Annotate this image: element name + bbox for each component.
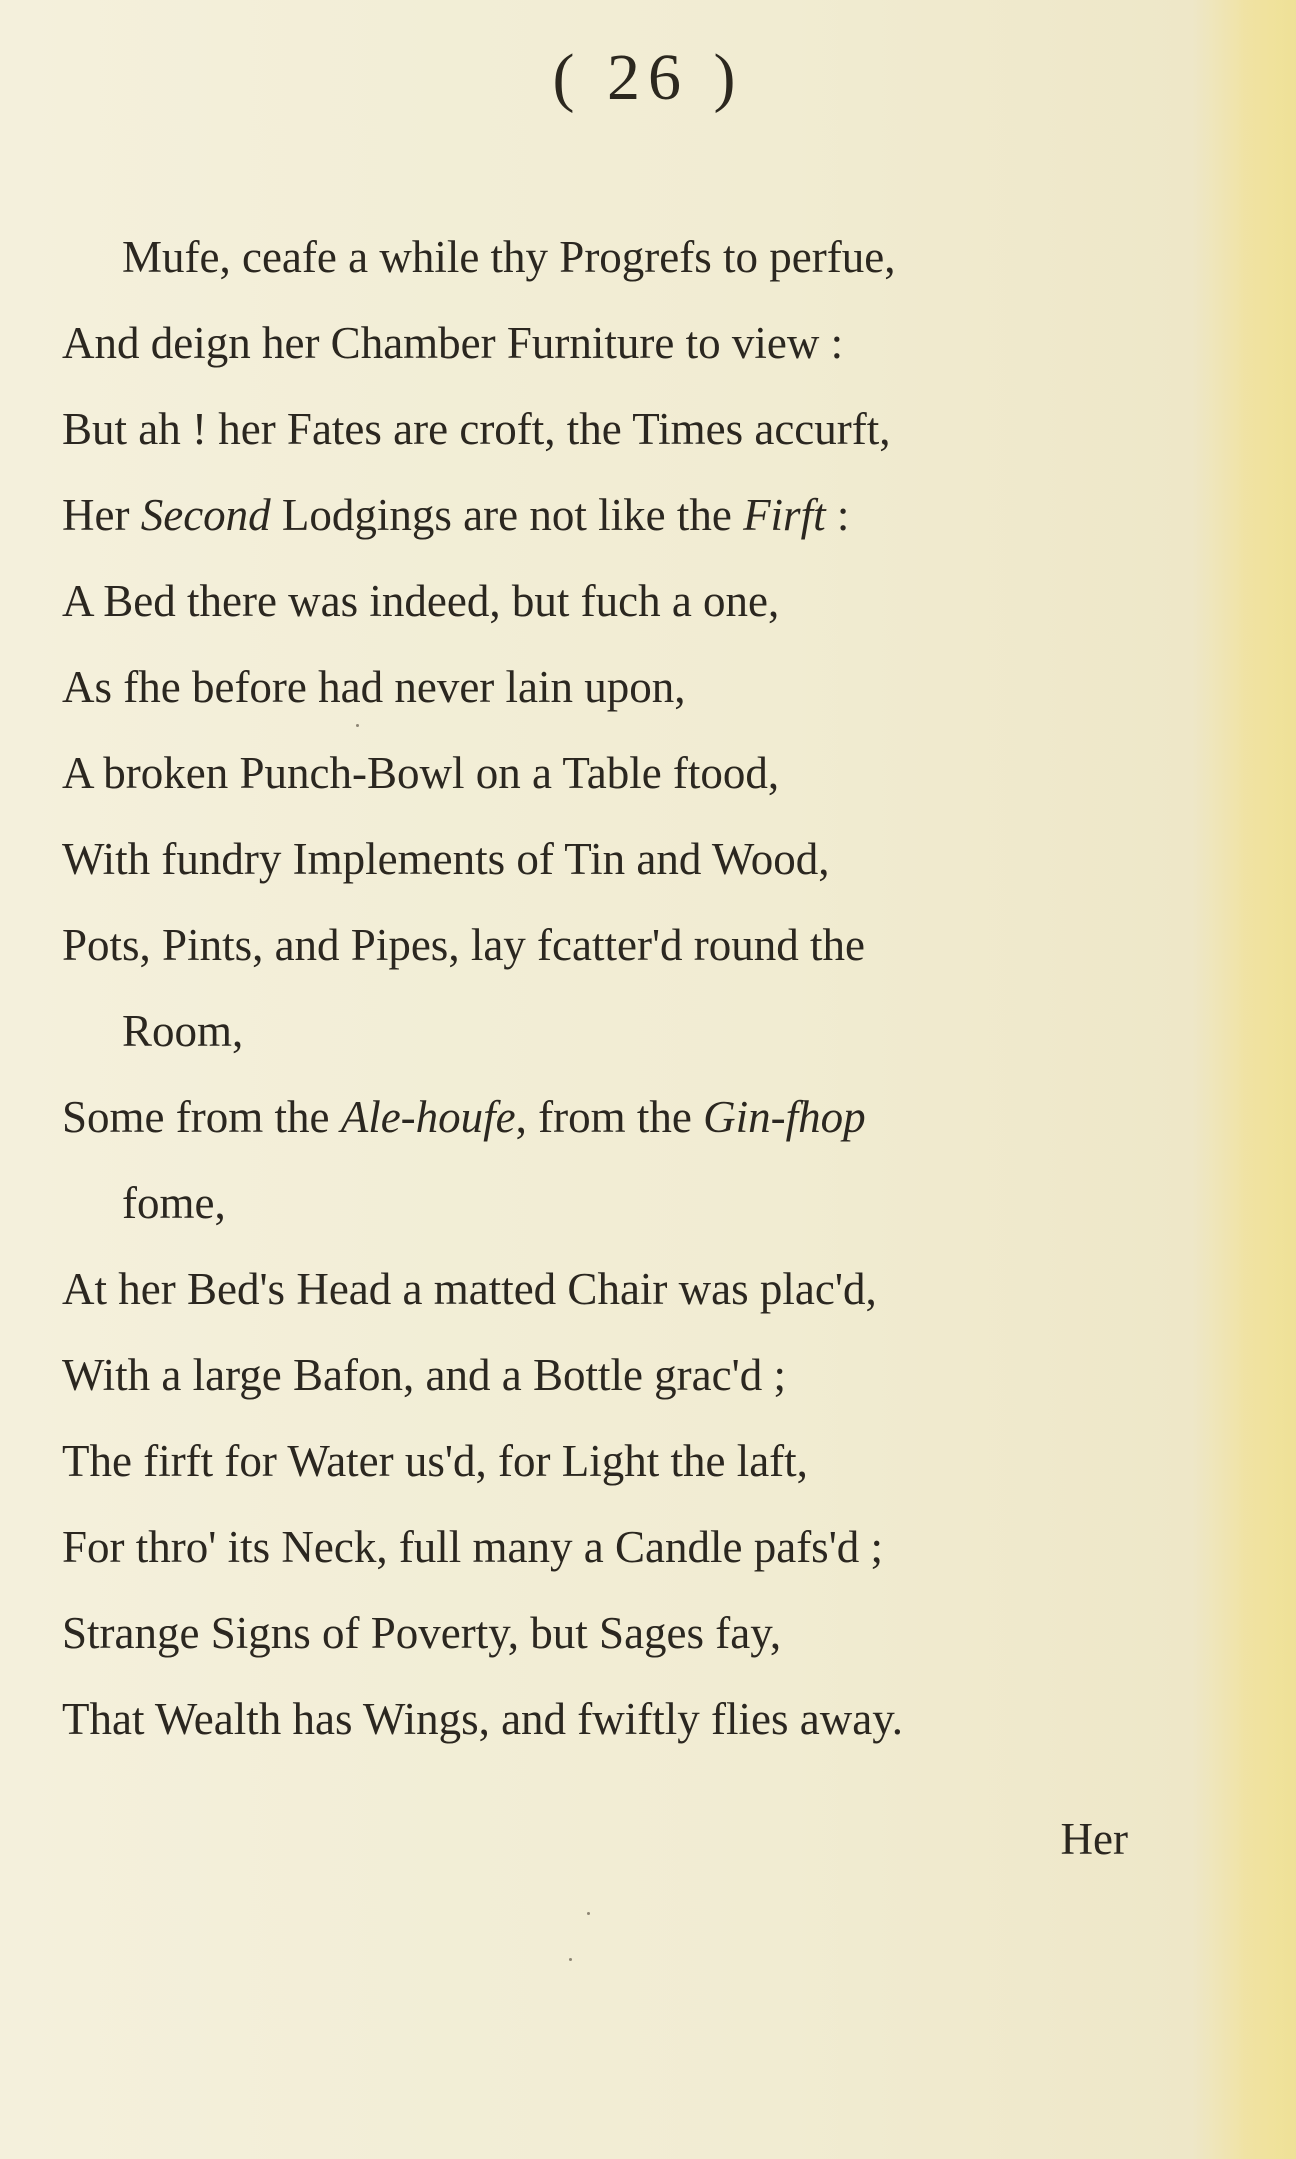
italic-word: Firft: [743, 490, 826, 540]
paper-speck: [356, 724, 359, 727]
poem-line: Mufe, ceafe a while thy Progrefs to perfue,: [122, 232, 896, 282]
italic-word: Second: [140, 490, 271, 540]
poem-line: With fundry Implements of Tin and Wood,: [62, 834, 830, 884]
poem-line: That Wealth has Wings, and fwiftly flies away.: [62, 1694, 904, 1744]
poem-line: A broken Punch-Bowl on a Table ftood,: [62, 748, 780, 798]
paper-speck: [587, 1912, 590, 1915]
poem-line: But ah ! her Fates are croft, the Times accurft,: [62, 404, 891, 454]
poem-line: And deign her Chamber Furniture to view :: [62, 318, 844, 368]
poem-line: At her Bed's Head a matted Chair was plac'd,: [62, 1264, 877, 1314]
poem-line: Her Second Lodgings are not like the Firft :: [62, 490, 850, 540]
poem-text: [62, 214, 1142, 1762]
poem-line: Pots, Pints, and Pipes, lay fcatter'd round the: [62, 920, 866, 970]
poem-line: Some from the Ale-houfe, from the Gin-fhop: [62, 1092, 866, 1142]
page-number: ( 26 ): [552, 41, 744, 114]
poem-line: For thro' its Neck, full many a Candle pafs'd ;: [62, 1522, 884, 1572]
poem-line: A Bed there was indeed, but fuch a one,: [62, 576, 780, 626]
poem-line-runover: Room,: [122, 1006, 244, 1056]
poem-line-runover: fome,: [122, 1178, 226, 1228]
italic-word: Gin-fhop: [703, 1092, 866, 1142]
poem-line: The firft for Water us'd, for Light the laft,: [62, 1436, 808, 1486]
poem-line: With a large Bafon, and a Bottle grac'd ;: [62, 1350, 786, 1400]
italic-word: Ale-houfe: [340, 1092, 516, 1142]
poem-line: Strange Signs of Poverty, but Sages fay,: [62, 1608, 782, 1658]
catchword: Her: [1060, 1814, 1128, 1864]
paper-speck: [569, 1958, 572, 1961]
page-edge-shading: [1236, 0, 1296, 2159]
poem-line: As fhe before had never lain upon,: [62, 662, 686, 712]
